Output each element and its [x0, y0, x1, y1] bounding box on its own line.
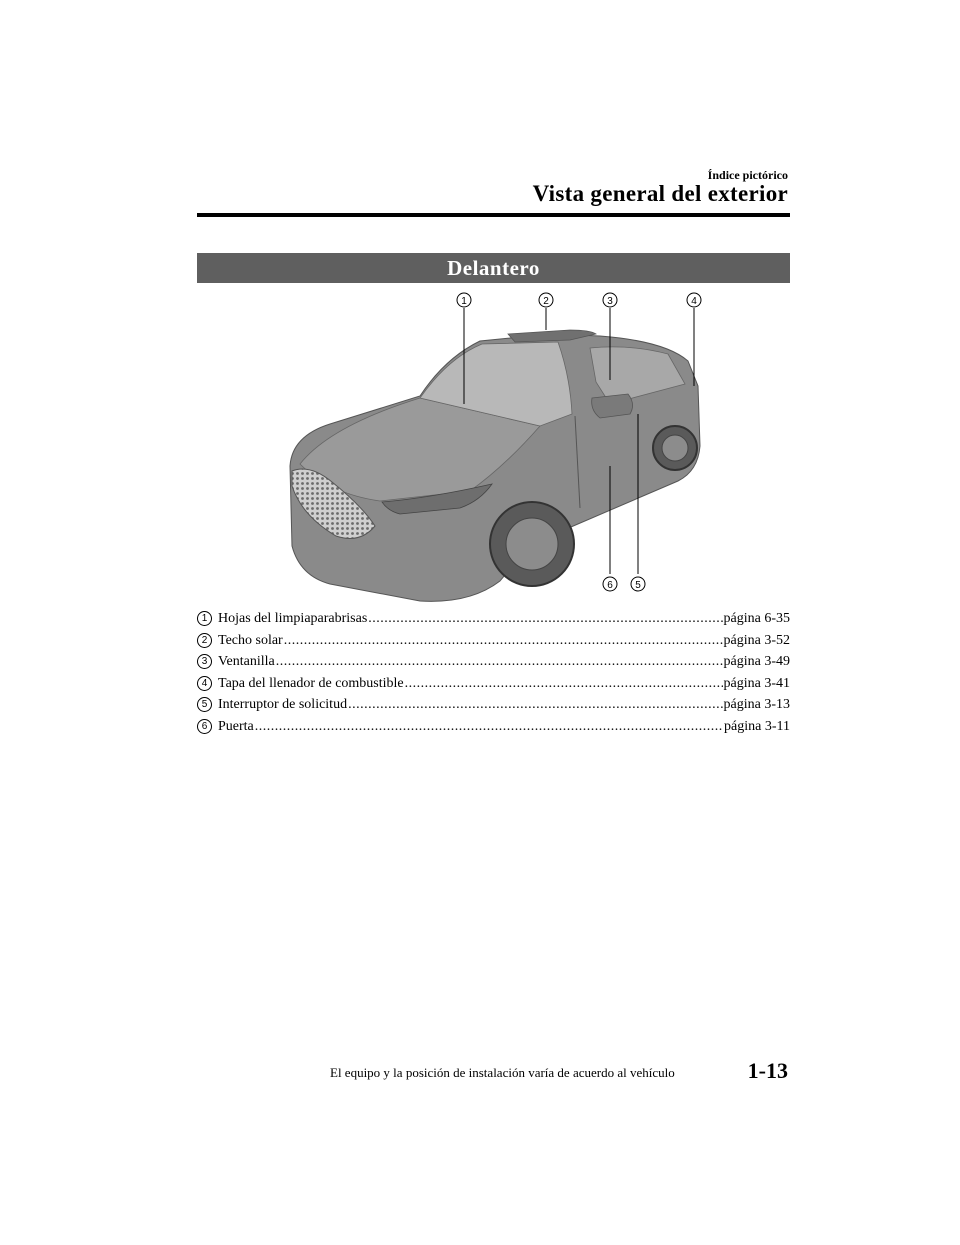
chapter-subtitle: Índice pictórico — [707, 168, 788, 182]
callout-4 — [687, 293, 701, 307]
callout-2 — [539, 293, 553, 307]
item-page-ref: página 3-49 — [723, 654, 790, 670]
svg-text:6: 6 — [607, 580, 613, 591]
item-label: Hojas del limpiaparabrisas — [218, 611, 368, 626]
page-title: Vista general del exterior — [532, 181, 788, 206]
header-divider — [197, 213, 790, 217]
callout-1 — [457, 293, 471, 307]
section-banner: Delantero — [197, 253, 790, 283]
item-page-ref: página 3-11 — [724, 718, 790, 734]
footer-note: El equipo y la posición de instalación varía de acuerdo al vehículo — [330, 1065, 675, 1080]
list-item — [197, 611, 790, 633]
item-label: Ventanilla — [218, 654, 275, 670]
leader-dots — [348, 697, 722, 713]
list-item — [197, 633, 790, 655]
item-label: Techo solar — [218, 632, 283, 648]
callout-6 — [603, 577, 617, 591]
svg-text:4: 4 — [691, 296, 697, 307]
leader-dots — [368, 611, 722, 627]
item-number: 6 — [197, 719, 212, 734]
item-page-ref: página 3-41 — [723, 675, 790, 691]
item-number: 4 — [197, 676, 212, 691]
callout-3 — [603, 293, 617, 307]
list-item — [197, 719, 790, 741]
leader-dots — [276, 654, 723, 670]
list-item — [197, 676, 790, 698]
item-number: 3 — [197, 654, 212, 669]
car-illustration — [270, 286, 720, 606]
item-label: Tapa del llenador de combustible — [218, 675, 404, 691]
leader-dots — [405, 676, 723, 692]
page-number: 1-13 — [747, 1058, 788, 1083]
item-number: 2 — [197, 633, 212, 648]
car-mirror — [592, 394, 633, 418]
leader-dots — [255, 719, 723, 735]
item-page-ref: página 6-35 — [723, 611, 790, 626]
svg-text:1: 1 — [461, 296, 467, 307]
svg-text:3: 3 — [607, 296, 613, 307]
list-item — [197, 654, 790, 676]
item-label: Interruptor de solicitud — [218, 697, 348, 713]
item-number: 5 — [197, 697, 212, 712]
list-item — [197, 697, 790, 719]
item-page-ref: página 3-13 — [723, 697, 790, 713]
callout-5 — [631, 577, 645, 591]
svg-text:2: 2 — [543, 296, 549, 307]
svg-text:5: 5 — [635, 580, 641, 591]
item-label: Puerta — [218, 718, 254, 734]
component-list — [197, 611, 790, 741]
item-page-ref: página 3-52 — [723, 632, 790, 648]
leader-dots — [284, 633, 723, 649]
item-number: 1 — [197, 611, 212, 626]
